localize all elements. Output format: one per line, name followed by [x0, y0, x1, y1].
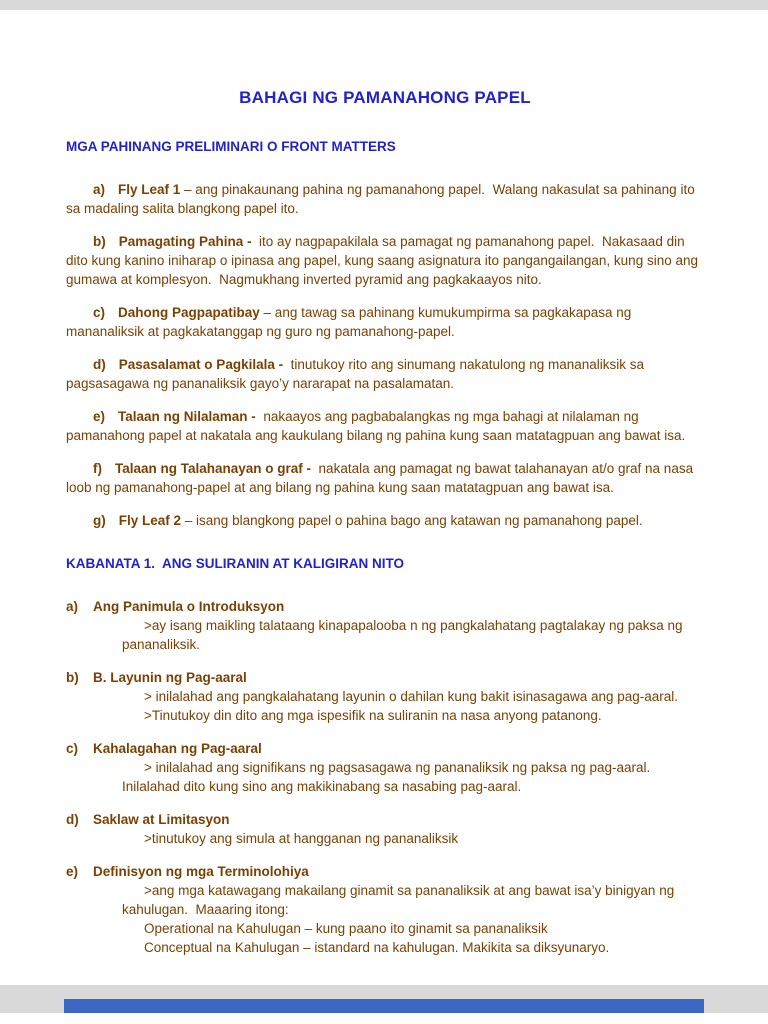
list-item [66, 355, 704, 393]
item-lines [66, 616, 704, 654]
item-line: >tinutukoy ang simula at hangganan ng pananaliksik [144, 831, 459, 846]
item-heading [66, 668, 704, 687]
document-page [0, 10, 768, 985]
list-item [66, 810, 704, 848]
item-letter: c) [93, 305, 106, 320]
item-letter: c) [66, 741, 79, 756]
item-letter: d) [93, 357, 106, 372]
item-line: Conceptual na Kahulugan – istandard na kahulugan. Makikita sa diksyunaryo. [144, 940, 610, 955]
item-line: Operational na Kahulugan – kung paano ito ginamit sa pananaliksik [144, 921, 548, 936]
item-label: B. Layunin ng Pag-aaral [93, 670, 247, 685]
item-lines [66, 881, 704, 957]
section2-heading: KABANATA 1. ANG SULIRANIN AT KALIGIRAN NITO [66, 556, 404, 571]
item-label: Ang Panimula o Introduksyon [93, 599, 285, 614]
section1-heading: MGA PAHINANG PRELIMINARI O FRONT MATTERS [66, 139, 396, 154]
item-label: Talaan ng Nilalaman - [118, 409, 256, 424]
item-label: Kahalagahan ng Pag-aaral [93, 741, 262, 756]
document-title: BAHAGI NG PAMANAHONG PAPEL [239, 88, 531, 107]
item-text: nakatala ang pamagat ng bawat talahanayan at/o graf na nasa loob ng pamanahong-papel at ang bilang ng pahina kung saan matatagpuan ang bawat isa. [66, 461, 697, 495]
list-item [66, 597, 704, 654]
item-text: nakaayos ang pagbabalangkas ng mga bahagi at nilalaman ng pamanahong papel at nakatala ang kaukulang bilang ng pahina kung saan matatagpuan ang bawat isa. [66, 409, 686, 443]
kabanata-list [66, 597, 704, 957]
item-text: – ang pinakaunang pahina ng pamanahong papel. Walang nakasulat sa pahinang ito sa madaling salita blangkong papel ito. [66, 182, 699, 216]
list-item [66, 511, 704, 530]
item-letter: b) [93, 234, 106, 249]
front-matters-list [66, 180, 704, 530]
list-item [66, 407, 704, 445]
item-label: Fly Leaf 1 [118, 182, 181, 197]
list-item [66, 232, 704, 289]
item-line: >ang mga katawagang makailang ginamit sa pananaliksik at ang bawat isa’y binigyan ng kahulugan. Maaaring itong: [122, 883, 678, 917]
item-heading [66, 810, 704, 829]
list-item [66, 180, 704, 218]
item-line: >Tinutukoy din dito ang mga ispesifik na suliranin na nasa anyong patanong. [144, 708, 602, 723]
item-label: Dahong Pagpapatibay [118, 305, 260, 320]
item-label: Definisyon ng mga Terminolohiya [93, 864, 309, 879]
item-line: >ay isang maikling talataang kinapapalooba n ng pangkalahatang pagtalakay ng paksa ng pananaliksik. [122, 618, 687, 652]
item-text: – isang blangkong papel o pahina bago ang katawan ng pamanahong papel. [181, 513, 643, 528]
viewer-bottom-strip [0, 1013, 768, 1024]
item-label: Saklaw at Limitasyon [93, 812, 230, 827]
item-letter: e) [93, 409, 106, 424]
item-label: Talaan ng Talahanayan o graf - [115, 461, 312, 476]
next-page-preview-bar [64, 999, 704, 1013]
item-line: > inilalahad ang pangkalahatang layunin o dahilan kung bakit isinasagawa ang pag-aaral. [144, 689, 679, 704]
item-label: Pasasalamat o Pagkilala - [118, 357, 284, 372]
item-text: tinutukoy rito ang sinumang nakatulong ng mananaliksik sa pagsasagawa ng pananaliksik gayo’y nararapat na pasalamatan. [66, 357, 648, 391]
item-text: – ang tawag sa pahinang kumukumpirma sa pagkakapasa ng mananaliksik at pagkakatanggap ng guro ng pamanahong-papel. [66, 305, 636, 339]
item-lines [66, 687, 704, 725]
item-letter: d) [66, 812, 79, 827]
item-label: Fly Leaf 2 [118, 513, 182, 528]
item-letter: a) [66, 599, 79, 614]
list-item [66, 459, 704, 497]
item-heading [66, 597, 704, 616]
list-item [66, 862, 704, 957]
item-heading [66, 862, 704, 881]
page-content [0, 10, 768, 957]
item-letter: a) [93, 182, 106, 197]
item-lines [66, 758, 704, 796]
item-letter: f) [93, 461, 102, 476]
list-item [66, 668, 704, 725]
item-text: ito ay nagpapakilala sa pamagat ng pamanahong papel. Nakasaad din dito kung kanino iniharap o ipinasa ang papel, kung saang asignatura ito pangangailangan, kung sino ang gumawa at komplesyon. Nagmukhang inverted pyramid ang pagkakaayos nito. [66, 234, 702, 287]
item-label: Pamagating Pahina - [118, 234, 252, 249]
item-letter: g) [93, 513, 106, 528]
item-line: > inilalahad ang signifikans ng pagsasagawa ng pananaliksik ng paksa ng pag-aaral. Inilalahad dito kung sino ang makikinabang sa nasabing pag-aaral. [122, 760, 654, 794]
list-item [66, 739, 704, 796]
item-letter: b) [66, 670, 79, 685]
item-lines [66, 829, 704, 848]
item-heading [66, 739, 704, 758]
list-item [66, 303, 704, 341]
item-letter: e) [66, 864, 79, 879]
